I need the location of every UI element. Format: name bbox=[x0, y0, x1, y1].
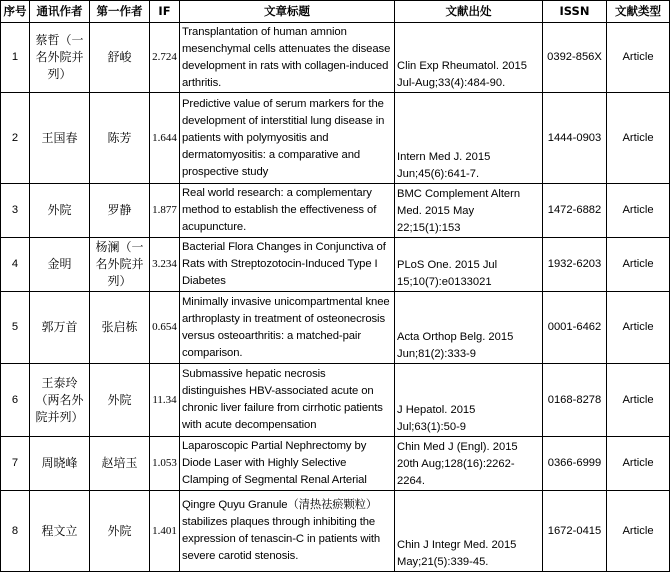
impact-factor: 1.401 bbox=[150, 491, 180, 572]
corresponding-author: 外院 bbox=[30, 184, 90, 238]
header-first-author: 第一作者 bbox=[90, 1, 150, 23]
source: Chin J Integr Med. 2015 May;21(5):339-45. bbox=[395, 491, 543, 572]
table-row bbox=[1, 23, 670, 93]
article-title: Minimally invasive unicompartmental knee arthroplasty in treatment of osteonecrosis versus osteoarthritis: a matched-pair comparison. bbox=[180, 292, 395, 364]
first-author: 外院 bbox=[90, 364, 150, 437]
corresponding-author: 程文立 bbox=[30, 491, 90, 572]
issn: 1932-6203 bbox=[543, 238, 607, 292]
row-number: 5 bbox=[1, 292, 30, 364]
issn: 0001-6462 bbox=[543, 292, 607, 364]
header-impact-factor: IF bbox=[150, 1, 180, 23]
article-title: Submassive hepatic necrosis distinguishes HBV-associated acute on chronic liver failure from cirrhotic patients with acute decompensation bbox=[180, 364, 395, 437]
source: Acta Orthop Belg. 2015 Jun;81(2):333-9 bbox=[395, 292, 543, 364]
article-title: Predictive value of serum markers for the development of interstitial lung disease in patients with polymyositis and dermatomyositis: a comparative and prospective study bbox=[180, 93, 395, 184]
doc-type: Article bbox=[607, 364, 670, 437]
table-row bbox=[1, 364, 670, 437]
first-author: 张启栋 bbox=[90, 292, 150, 364]
row-number: 6 bbox=[1, 364, 30, 437]
row-number: 7 bbox=[1, 437, 30, 491]
table-row bbox=[1, 238, 670, 292]
doc-type: Article bbox=[607, 437, 670, 491]
impact-factor: 0.654 bbox=[150, 292, 180, 364]
corresponding-author: 王泰玲（两名外院并列） bbox=[30, 364, 90, 437]
first-author: 杨澜（一名外院并列） bbox=[90, 238, 150, 292]
row-number: 3 bbox=[1, 184, 30, 238]
first-author: 外院 bbox=[90, 491, 150, 572]
first-author: 陈芳 bbox=[90, 93, 150, 184]
corresponding-author: 郭万首 bbox=[30, 292, 90, 364]
doc-type: Article bbox=[607, 491, 670, 572]
issn: 1444-0903 bbox=[543, 93, 607, 184]
header-no: 序号 bbox=[1, 1, 30, 23]
doc-type: Article bbox=[607, 238, 670, 292]
header-row bbox=[1, 1, 670, 23]
article-title: Real world research: a complementary method to establish the effectiveness of acupuncture. bbox=[180, 184, 395, 238]
header-source: 文献出处 bbox=[395, 1, 543, 23]
row-number: 2 bbox=[1, 93, 30, 184]
article-title: Qingre Quyu Granule（清热祛瘀颗粒）stabilizes plaques through inhibiting the expression of tenascin-C in patients with severe carotid stenosis. bbox=[180, 491, 395, 572]
issn: 0366-6999 bbox=[543, 437, 607, 491]
corresponding-author: 金明 bbox=[30, 238, 90, 292]
impact-factor: 3.234 bbox=[150, 238, 180, 292]
impact-factor: 1.644 bbox=[150, 93, 180, 184]
source: PLoS One. 2015 Jul 15;10(7):e0133021 bbox=[395, 238, 543, 292]
article-title: Bacterial Flora Changes in Conjunctiva of Rats with Streptozotocin-Induced Type I Diabetes bbox=[180, 238, 395, 292]
source: BMC Complement Altern Med. 2015 May 22;15(1):153 bbox=[395, 184, 543, 238]
doc-type: Article bbox=[607, 23, 670, 93]
corresponding-author: 王国春 bbox=[30, 93, 90, 184]
first-author: 舒峻 bbox=[90, 23, 150, 93]
impact-factor: 11.34 bbox=[150, 364, 180, 437]
header-issn: ISSN bbox=[543, 1, 607, 23]
source: Clin Exp Rheumatol. 2015 Jul-Aug;33(4):484-90. bbox=[395, 23, 543, 93]
issn: 0168-8278 bbox=[543, 364, 607, 437]
issn: 0392-856X bbox=[543, 23, 607, 93]
doc-type: Article bbox=[607, 184, 670, 238]
table-row bbox=[1, 93, 670, 184]
row-number: 4 bbox=[1, 238, 30, 292]
issn: 1472-6882 bbox=[543, 184, 607, 238]
impact-factor: 2.724 bbox=[150, 23, 180, 93]
doc-type: Article bbox=[607, 292, 670, 364]
header-corresponding-author: 通讯作者 bbox=[30, 1, 90, 23]
article-title: Laparoscopic Partial Nephrectomy by Diode Laser with Highly Selective Clamping of Segmental Renal Arterial bbox=[180, 437, 395, 491]
impact-factor: 1.053 bbox=[150, 437, 180, 491]
table-row bbox=[1, 437, 670, 491]
corresponding-author: 周晓峰 bbox=[30, 437, 90, 491]
row-number: 8 bbox=[1, 491, 30, 572]
corresponding-author: 蔡哲（一名外院并列） bbox=[30, 23, 90, 93]
header-article-title: 文章标题 bbox=[180, 1, 395, 23]
impact-factor: 1.877 bbox=[150, 184, 180, 238]
source: Intern Med J. 2015 Jun;45(6):641-7. bbox=[395, 93, 543, 184]
table-row bbox=[1, 491, 670, 572]
article-title: Transplantation of human amnion mesenchymal cells attenuates the disease development in rats with collagen-induced arthritis. bbox=[180, 23, 395, 93]
first-author: 赵培玉 bbox=[90, 437, 150, 491]
table-row bbox=[1, 292, 670, 364]
table-row bbox=[1, 184, 670, 238]
source: Chin Med J (Engl). 2015 20th Aug;128(16):2262-2264. bbox=[395, 437, 543, 491]
row-number: 1 bbox=[1, 23, 30, 93]
header-doc-type: 文献类型 bbox=[607, 1, 670, 23]
source: J Hepatol. 2015 Jul;63(1):50-9 bbox=[395, 364, 543, 437]
issn: 1672-0415 bbox=[543, 491, 607, 572]
doc-type: Article bbox=[607, 93, 670, 184]
first-author: 罗静 bbox=[90, 184, 150, 238]
